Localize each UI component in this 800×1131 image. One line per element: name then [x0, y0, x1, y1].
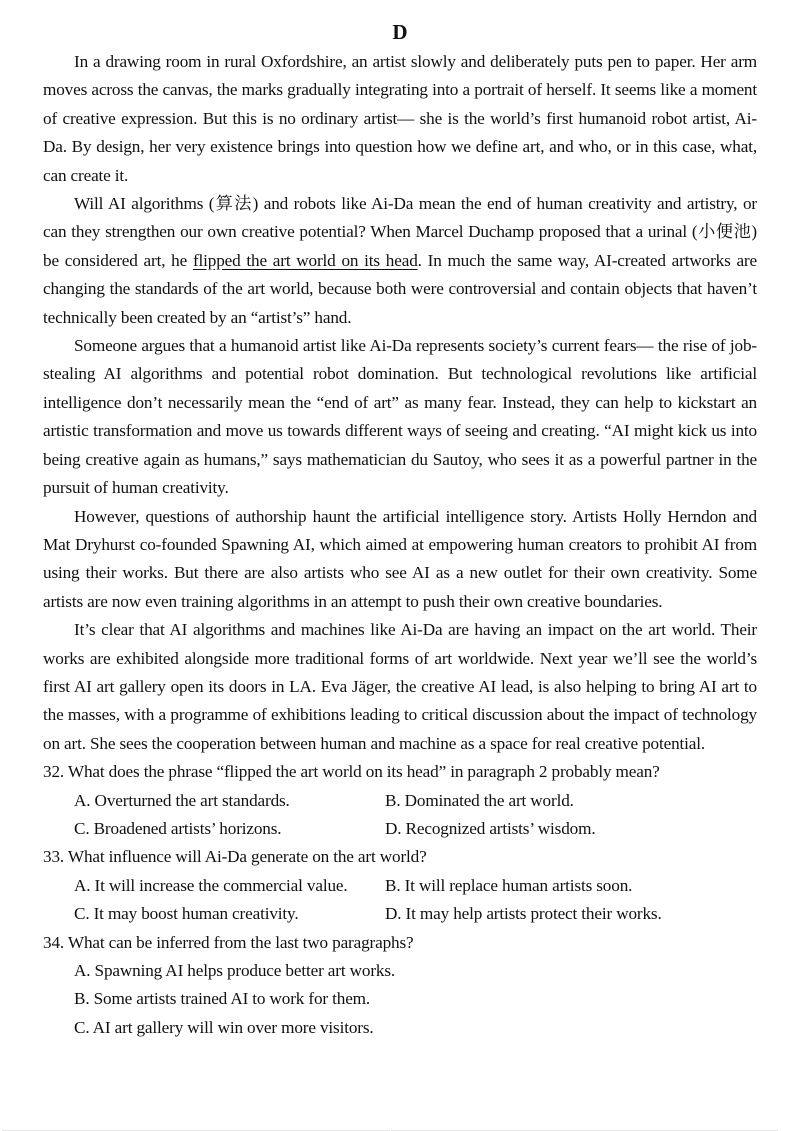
answer-options [43, 957, 757, 1042]
answer-options [43, 787, 757, 844]
question-32 [43, 758, 757, 843]
question-stem: 34. What can be inferred from the last two paragraphs? [43, 932, 414, 952]
option-a: A. Overturned the art standards. [74, 790, 290, 810]
option-d: D. It may help artists protect their works. [385, 904, 662, 924]
paragraph-text: In a drawing room in rural Oxfordshire, an artist slowly and deliberately puts pen to paper. Her arm moves across the canvas, the marks gradually integrating into a portrait of herself. It seems like a moment of creative expression. But this is no ordinary artist— she is the world’s first humanoid robot artist, Ai-Da. By design, her very existence brings into question how we define art, and who, or in this case, what, can create it. [43, 52, 757, 185]
underlined-phrase: flipped the art world on its head [192, 250, 418, 270]
paragraph-text: However, questions of authorship haunt the artificial intelligence story. Artists Holly Herndon and Mat Dryhurst co-founded Spawning AI, which aimed at empowering human creators to prohibit AI from using their works. But there are also artists who see AI as a new outlet for their own creativity. Some artists are now even training algorithms in an attempt to push their own creative boundaries. [43, 506, 757, 611]
option-c: C. It may boost human creativity. [74, 904, 299, 924]
paragraph-text: Someone argues that a humanoid artist like Ai-Da represents society’s current fears— the rise of job-stealing AI algorithms and potential robot domination. But technological revolutions like artificial intelligence don’t necessarily mean the “end of art” as many fear. Instead, they can help to kickstart an artistic transformation and move us towards different ways of seeing and creating. “AI might kick us into being creative again as humans,” says mathematician du Sautoy, who sees it as a powerful partner in the pursuit of human creativity. [43, 336, 757, 498]
paragraph-4 [43, 503, 757, 617]
answer-options [43, 872, 757, 929]
reading-passage [43, 48, 757, 758]
document-page [43, 18, 757, 1042]
paragraph-5 [43, 616, 757, 758]
paragraph-1 [43, 48, 757, 190]
paragraph-text: It’s clear that AI algorithms and machines like Ai-Da are having an impact on the art world. Their works are exhibited alongside more traditional forms of art worldwide. Next year we’ll see the world’s first AI art gallery open its doors in LA. Eva Jäger, the creative AI lead, is also helping to bring AI art to the masses, with a programme of exhibitions leading to critical discussion about the impact of technology on art. She sees the cooperation between human and machine as a space for real creative potential. [43, 620, 757, 753]
option-d: D. Recognized artists’ wisdom. [385, 818, 596, 838]
option-a: A. It will increase the commercial value. [74, 875, 348, 895]
question-list [43, 758, 757, 1042]
option-b: B. It will replace human artists soon. [385, 875, 633, 895]
option-b: B. Dominated the art world. [385, 790, 574, 810]
option-c: C. AI art gallery will win over more visitors. [74, 1017, 374, 1037]
option-b: B. Some artists trained AI to work for them. [74, 989, 371, 1009]
question-33 [43, 843, 757, 928]
paragraph-text: . In much the same way, AI-created artworks are changing the standards of the art world, because both were controversial and contain objects that haven’t technically been created by an “artist’s” hand. [43, 250, 757, 327]
paragraph-2 [43, 190, 757, 332]
option-a: A. Spawning AI helps produce better art works. [74, 961, 396, 980]
question-34 [43, 929, 757, 1043]
section-title: D [392, 20, 408, 44]
paragraph-3 [43, 332, 757, 502]
question-stem: 33. What influence will Ai-Da generate on the art world? [43, 847, 427, 867]
question-stem: 32. What does the phrase “flipped the art world on its head” in paragraph 2 probably mean? [43, 762, 660, 782]
option-c: C. Broadened artists’ horizons. [74, 818, 282, 838]
paragraph-text: Will AI algorithms (算法) and robots like Ai-Da mean the end of human creativity and artistry, or can they strengthen our own creative potential? When Marcel Duchamp proposed that a urinal (小便池) be considered art, he [43, 194, 757, 270]
